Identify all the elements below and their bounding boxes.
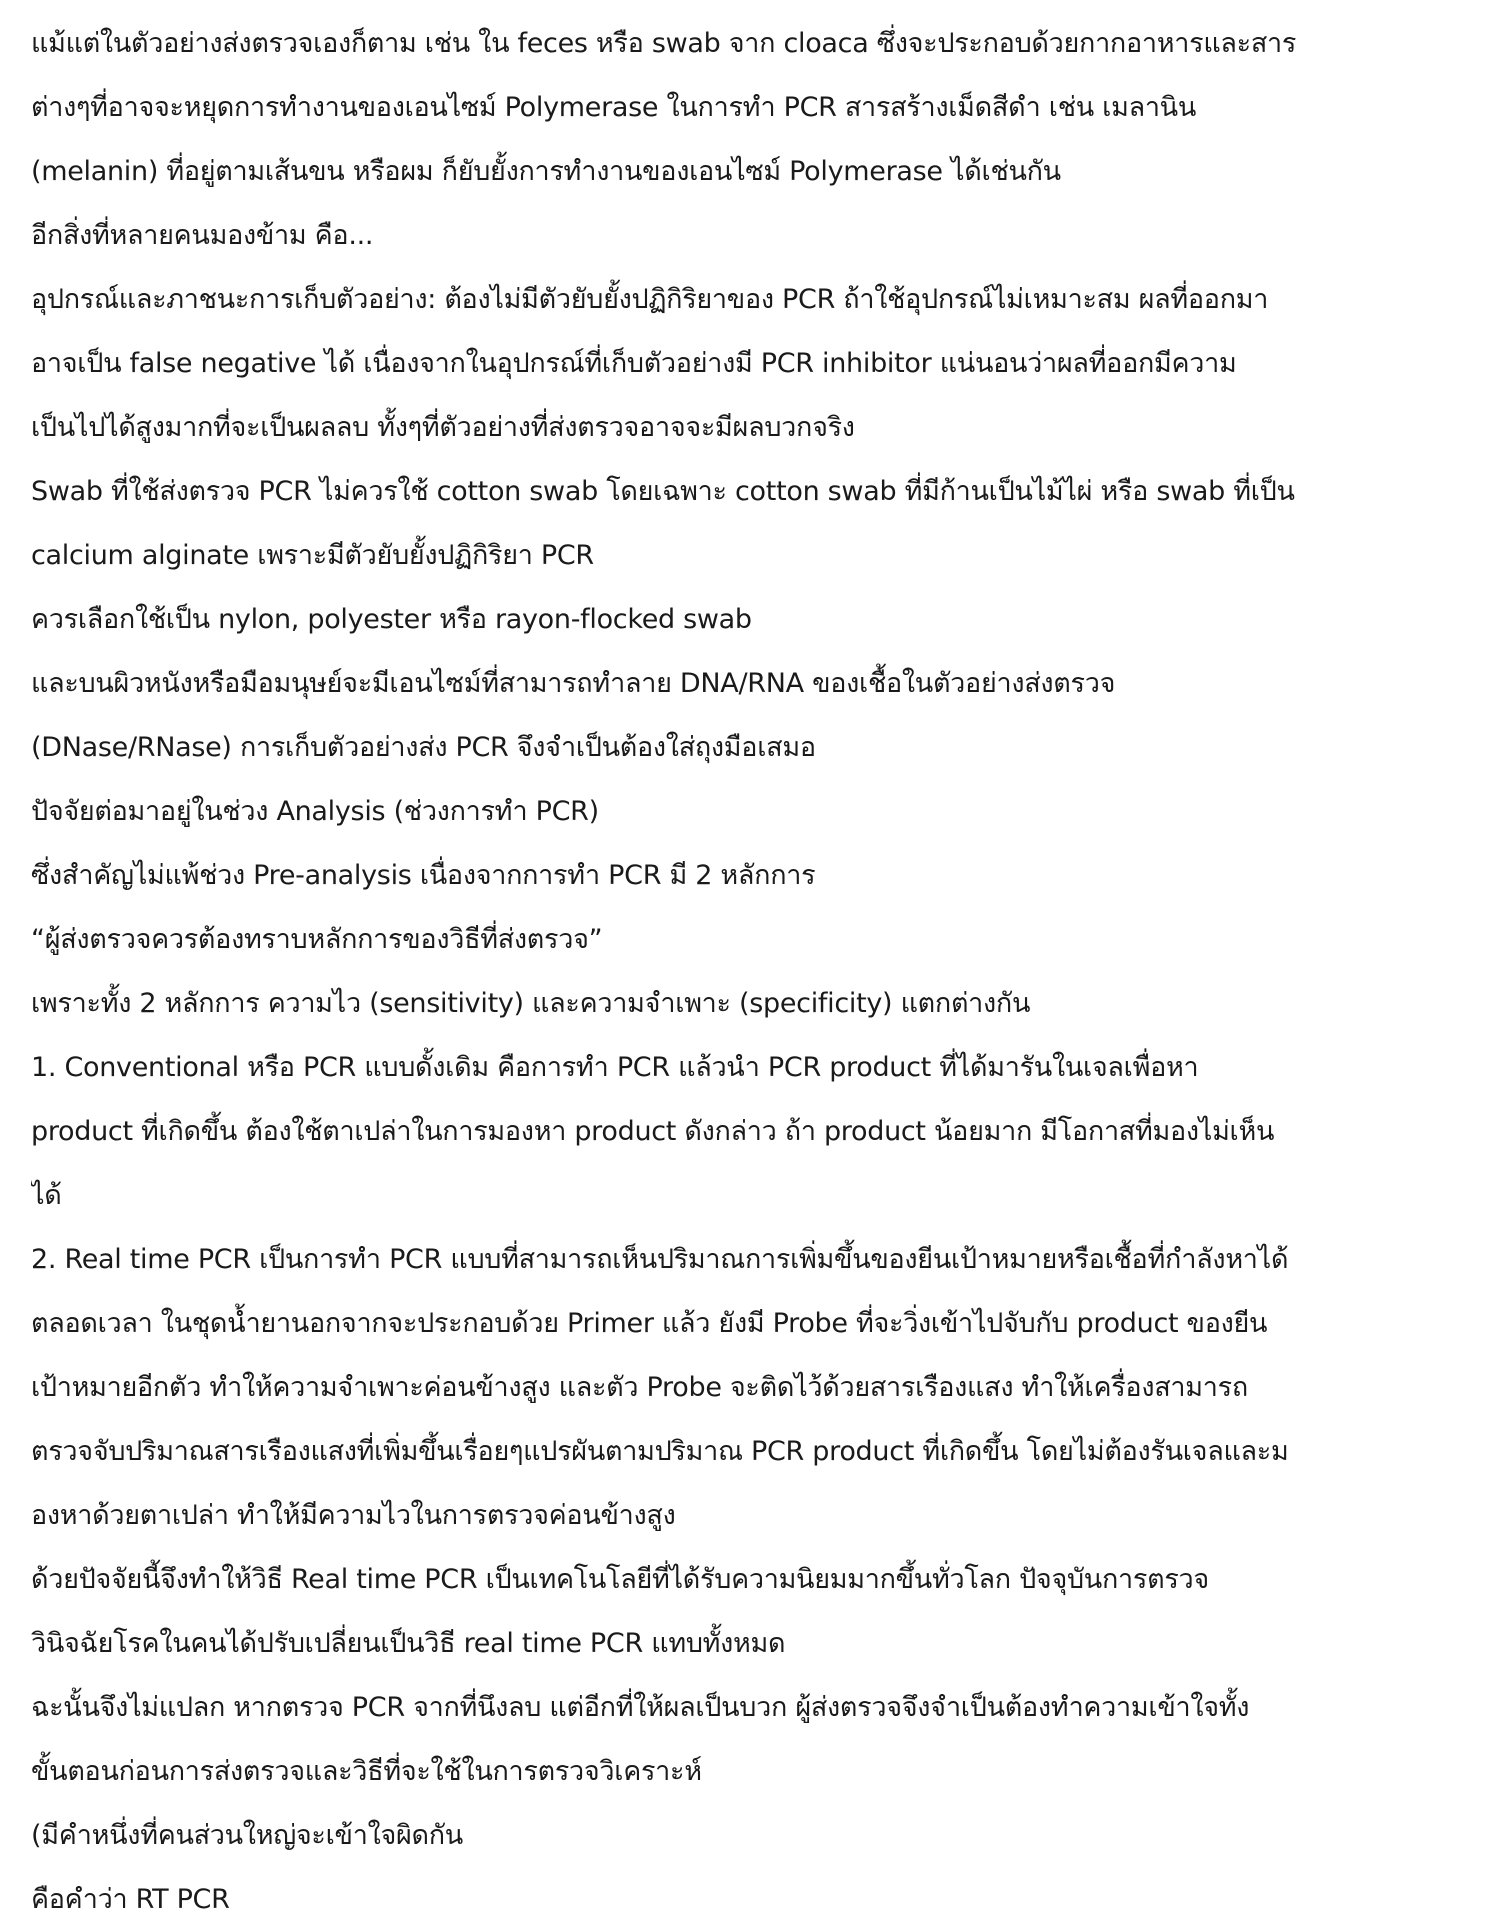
text-line-8: Swab ที่ใช้ส่งตรวจ PCR ไม่ควรใช้ cotton swab โดยเฉพาะ cotton swab ที่มีก้านเป็นไม้ไผ่ หรือ swab ที่เป็น xyxy=(31,476,1295,507)
text-line-30: คือคำว่า RT PCR xyxy=(31,1884,230,1915)
text-line-11: และบนผิวหนังหรือมือมนุษย์จะมีเอนไซม์ที่สามารถทำลาย DNA/RNA ของเชื้อในตัวอย่างส่งตรวจ xyxy=(31,668,1116,699)
text-line-9: calcium alginate เพราะมีตัวยับยั้งปฏิกิริยา PCR xyxy=(31,540,594,571)
text-line-29: (มีคำหนึ่งที่คนส่วนใหญ่จะเข้าใจผิดกัน xyxy=(31,1820,463,1851)
text-line-3: (melanin) ที่อยู่ตามเส้นขน หรือผม ก็ยับยั้งการทำงานของเอนไซม์ Polymerase ได้เช่นกัน xyxy=(31,156,1061,187)
text-line-19: ได้ xyxy=(31,1180,62,1211)
text-line-25: ด้วยปัจจัยนี้จึงทำให้วิธี Real time PCR เป็นเทคโนโลยีที่ได้รับความนิยมมากขึ้นทั่วโลก ปัจจุบันการตรวจ xyxy=(31,1564,1209,1595)
text-line-27: ฉะนั้นจึงไม่แปลก หากตรวจ PCR จากที่นึงลบ แต่อีกที่ให้ผลเป็นบวก ผู้ส่งตรวจจึงจำเป็นต้องทำความเข้าใจทั้ง xyxy=(31,1692,1250,1723)
text-line-18: product ที่เกิดขึ้น ต้องใช้ตาเปล่าในการมองหา product ดังกล่าว ถ้า product น้อยมาก มีโอกาสที่มองไม่เห็น xyxy=(31,1116,1275,1147)
text-line-17: 1. Conventional หรือ PCR แบบดั้งเดิม คือการทำ PCR แล้วนำ PCR product ที่ได้มารันในเจลเพื่อหา xyxy=(31,1052,1199,1083)
text-line-10: ควรเลือกใช้เป็น nylon, polyester หรือ rayon-flocked swab xyxy=(31,604,752,635)
text-line-14: ซึ่งสำคัญไม่แพ้ช่วง Pre-analysis เนื่องจากการทำ PCR มี 2 หลักการ xyxy=(31,860,816,891)
text-line-2: ต่างๆที่อาจจะหยุดการทำงานของเอนไซม์ Polymerase ในการทำ PCR สารสร้างเม็ดสีดำ เช่น เมลานิน xyxy=(31,92,1196,123)
text-line-12: (DNase/RNase) การเก็บตัวอย่างส่ง PCR จึงจำเป็นต้องใส่ถุงมือเสมอ xyxy=(31,732,816,763)
text-line-15: “ผู้ส่งตรวจควรต้องทราบหลักการของวิธีที่ส่งตรวจ” xyxy=(31,924,603,955)
text-line-1: แม้แต่ในตัวอย่างส่งตรวจเองก็ตาม เช่น ใน feces หรือ swab จาก cloaca ซึ่งจะประกอบด้วยกากอาหารและสาร xyxy=(31,28,1297,59)
text-line-6: อาจเป็น false negative ได้ เนื่องจากในอุปกรณ์ที่เก็บตัวอย่างมี PCR inhibitor แน่นอนว่าผลที่ออกมีความ xyxy=(31,348,1237,379)
document-body xyxy=(31,12,1471,1932)
text-line-7: เป็นไปได้สูงมากที่จะเป็นผลลบ ทั้งๆที่ตัวอย่างที่ส่งตรวจอาจจะมีผลบวกจริง xyxy=(31,412,855,443)
text-line-20: 2. Real time PCR เป็นการทำ PCR แบบที่สามารถเห็นปริมาณการเพิ่มขึ้นของยีนเป้าหมายหรือเชื้อที่กำลังหาได้ xyxy=(31,1244,1289,1275)
text-line-22: เป้าหมายอีกตัว ทำให้ความจำเพาะค่อนข้างสูง และตัว Probe จะติดไว้ด้วยสารเรืองแสง ทำให้เครื่องสามารถ xyxy=(31,1372,1248,1403)
text-line-16: เพราะทั้ง 2 หลักการ ความไว (sensitivity) และความจำเพาะ (specificity) แตกต่างกัน xyxy=(31,988,1031,1019)
text-line-24: องหาด้วยตาเปล่า ทำให้มีความไวในการตรวจค่อนข้างสูง xyxy=(31,1500,676,1531)
text-line-13: ปัจจัยต่อมาอยู่ในช่วง Analysis (ช่วงการทำ PCR) xyxy=(31,796,599,827)
text-line-26: วินิจฉัยโรคในคนได้ปรับเปลี่ยนเป็นวิธี real time PCR แทบทั้งหมด xyxy=(31,1628,786,1659)
text-line-21: ตลอดเวลา ในชุดน้ำยานอกจากจะประกอบด้วย Primer แล้ว ยังมี Probe ที่จะวิ่งเข้าไปจับกับ product ของยีน xyxy=(31,1308,1268,1339)
text-line-28: ขั้นตอนก่อนการส่งตรวจและวิธีที่จะใช้ในการตรวจวิเคราะห์ xyxy=(31,1756,702,1787)
text-line-4: อีกสิ่งที่หลายคนมองข้าม คือ... xyxy=(31,220,374,251)
text-line-23: ตรวจจับปริมาณสารเรืองแสงที่เพิ่มขึ้นเรื่อยๆแปรผันตามปริมาณ PCR product ที่เกิดขึ้น โดยไม่ต้องรันเจลและม xyxy=(31,1436,1289,1467)
text-line-5: อุปกรณ์และภาชนะการเก็บตัวอย่าง: ต้องไม่มีตัวยับยั้งปฏิกิริยาของ PCR ถ้าใช้อุปกรณ์ไม่เหมาะสม ผลที่ออกมา xyxy=(31,284,1269,315)
